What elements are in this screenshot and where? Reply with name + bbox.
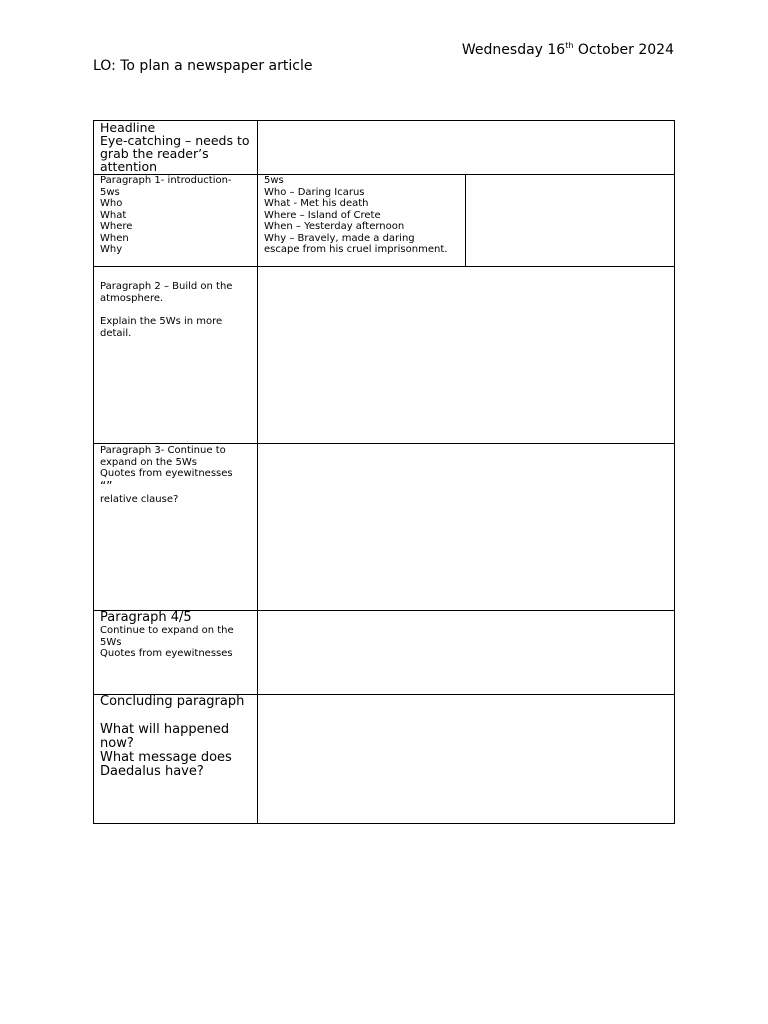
p45-title: Paragraph 4/5 — [100, 610, 192, 625]
p3-prompt-line: expand on the 5Ws — [100, 456, 197, 468]
paragraph-4-5-prompt-cell — [94, 611, 258, 694]
concluding-answer-cell[interactable] — [258, 695, 674, 823]
paragraph-3-prompt-cell — [94, 444, 258, 610]
headline-prompt-cell — [94, 121, 258, 174]
learning-objective: LO: To plan a newspaper article — [93, 58, 313, 74]
p1-note-line: Who – Daring Icarus — [264, 186, 365, 198]
headline-line: Eye-catching – needs to — [100, 133, 250, 148]
headline-line: attention — [100, 159, 158, 174]
p2-prompt-line: Explain the 5Ws in more — [100, 316, 223, 327]
p3-prompt-line: Paragraph 3- Continue to — [100, 445, 226, 456]
date-prefix: Wednesday 16 — [461, 42, 566, 58]
table-row-paragraph-1 — [94, 174, 674, 266]
table-row-paragraph-2 — [94, 266, 674, 443]
p1-note-line: When – Yesterday afternoon — [264, 221, 405, 232]
p1-prompt-line: What — [100, 209, 127, 221]
concluding-line: What will happened — [100, 722, 230, 737]
spacer — [100, 709, 251, 723]
paragraph-1-prompt-cell — [94, 175, 258, 266]
paragraph-3-answer-cell[interactable] — [258, 444, 674, 610]
p1-prompt-line: When — [100, 232, 129, 244]
p1-prompt-line: Why — [100, 244, 123, 255]
table-row-paragraph-4-5 — [94, 610, 674, 694]
paragraph-2-prompt-cell — [94, 267, 258, 443]
concluding-prompt-cell — [94, 695, 258, 823]
table-row-headline — [94, 121, 674, 174]
date-superscript: th — [565, 41, 574, 50]
p3-prompt-line: relative clause? — [100, 493, 179, 505]
headline-answer-cell[interactable] — [258, 121, 674, 174]
p1-prompt-line: 5ws — [100, 186, 120, 198]
concluding-line: now? — [100, 736, 134, 751]
p1-note-line: Where – Island of Crete — [264, 209, 381, 221]
p1-note-line: escape from his cruel imprisonment. — [264, 244, 448, 255]
p1-note-line: 5ws — [264, 175, 284, 186]
concluding-title: Concluding paragraph — [100, 694, 245, 709]
table-row-concluding — [94, 694, 674, 823]
p2-prompt-line: Paragraph 2 – Build on the — [100, 281, 233, 292]
p2-prompt-line: atmosphere. — [100, 292, 164, 304]
p1-note-line: What - Met his death — [264, 198, 369, 209]
paragraph-4-5-answer-cell[interactable] — [258, 611, 674, 694]
p45-prompt-line: Quotes from eyewitnesses — [100, 648, 233, 659]
planning-table — [93, 120, 675, 824]
date — [462, 42, 674, 58]
concluding-line: Daedalus have? — [100, 764, 204, 779]
paragraph-1-notes-cell[interactable] — [258, 175, 466, 266]
date-suffix: October 2024 — [573, 42, 674, 58]
concluding-line: What message does — [100, 750, 232, 765]
p1-prompt-line: Where — [100, 221, 133, 232]
headline-line: grab the reader’s — [100, 146, 209, 161]
p1-note-line: Why – Bravely, made a daring — [264, 232, 415, 244]
p1-prompt-line: Paragraph 1- introduction- — [100, 175, 232, 186]
p45-prompt-line: 5Ws — [100, 636, 122, 648]
p2-prompt-line: detail. — [100, 327, 132, 339]
p1-prompt-line: Who — [100, 198, 123, 209]
p45-prompt-line: Continue to expand on the — [100, 625, 234, 636]
p3-prompt-line: Quotes from eyewitnesses — [100, 468, 233, 479]
paragraph-2-answer-cell[interactable] — [258, 267, 674, 443]
table-row-paragraph-3 — [94, 443, 674, 610]
spacer — [100, 304, 251, 316]
headline-line: Headline — [100, 120, 156, 135]
p3-quote-marks: “” — [100, 478, 113, 493]
paragraph-1-extra-cell[interactable] — [466, 175, 674, 266]
